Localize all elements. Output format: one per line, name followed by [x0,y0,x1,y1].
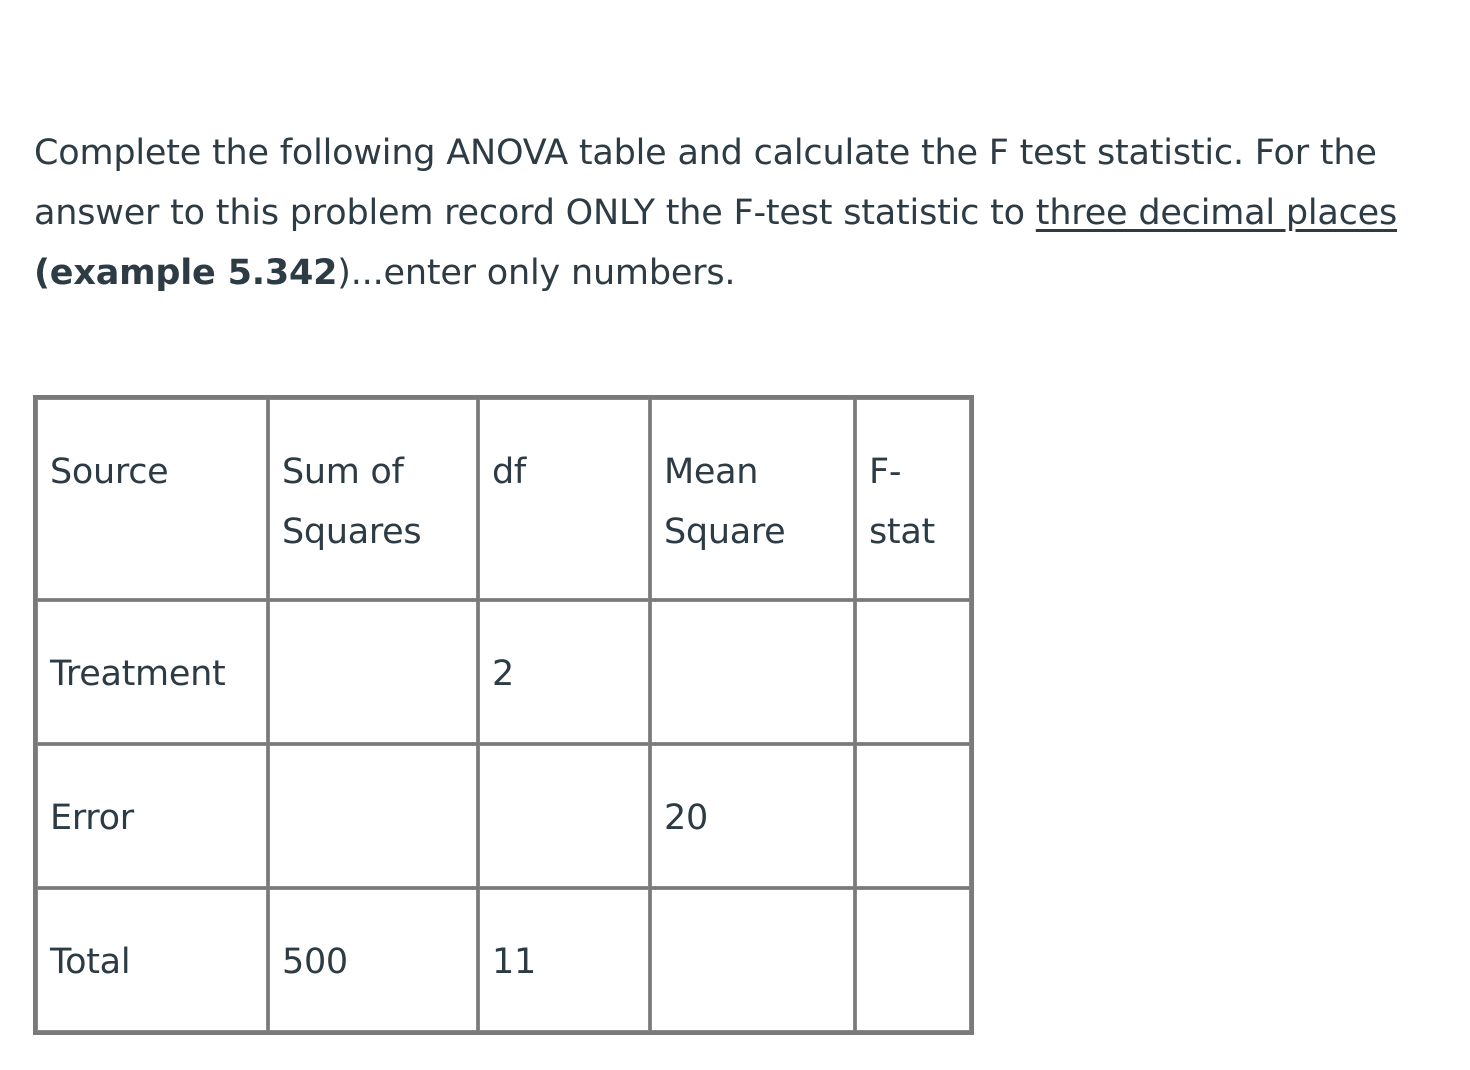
header-source: Source [37,399,267,599]
cell-source: Error [37,745,267,887]
cell-f [856,889,970,1031]
header-sum-of-squares: Sum of Squares [269,399,477,599]
question-part1: Complete the following ANOVA table and calculate the F test statistic. For the answer to this problem record ONLY the F-test statistic to [34,133,1377,233]
table-row-treatment [37,601,970,743]
cell-ss [269,601,477,743]
anova-table [33,395,974,1035]
question-underlined: three decimal places [1035,193,1398,233]
header-df: df [479,399,649,599]
question-bold: (example 5.342 [34,253,338,293]
cell-ms [651,889,854,1031]
table-row-error [37,745,970,887]
cell-ss [269,745,477,887]
cell-f [856,745,970,887]
header-mean-square: Mean Square [651,399,854,599]
cell-ss: 500 [269,889,477,1031]
question-text [34,123,1434,303]
cell-f [856,601,970,743]
cell-df: 11 [479,889,649,1031]
table-row-total [37,889,970,1031]
header-f-stat: F-stat [856,399,970,599]
cell-df: 2 [479,601,649,743]
question-part2: )...enter only numbers. [337,253,736,293]
cell-ms: 20 [651,745,854,887]
cell-ms [651,601,854,743]
table-header-row [37,399,970,599]
cell-source: Total [37,889,267,1031]
cell-df [479,745,649,887]
cell-source: Treatment [37,601,267,743]
